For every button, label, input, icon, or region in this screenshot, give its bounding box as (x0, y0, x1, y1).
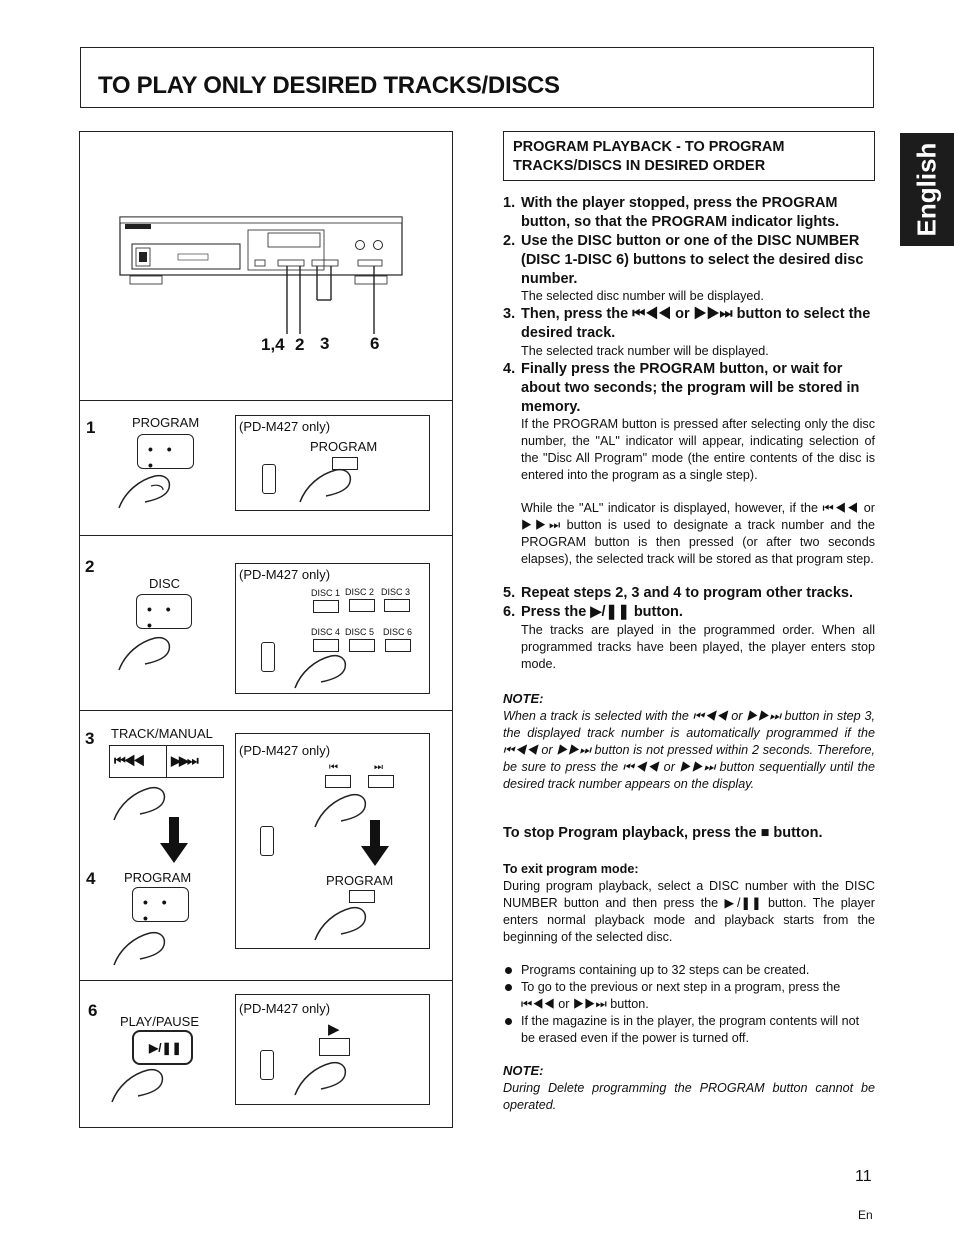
finger-press-icon (311, 904, 371, 944)
program-button-label: PROGRAM (124, 870, 192, 885)
divider (80, 535, 452, 536)
step-6-number: 6 (88, 1001, 98, 1020)
language-tab-label: English (911, 142, 942, 237)
program-button[interactable]: • • • (137, 434, 194, 469)
note-text: During Delete programming the PROGRAM button cannot be operated. (503, 1081, 875, 1112)
step-2-number: 2 (85, 557, 95, 576)
arrow-down-icon (361, 820, 389, 866)
bullet-item: Programs containing up to 32 steps can be created. (503, 962, 875, 979)
disc-3-button[interactable] (384, 599, 410, 612)
finger-press-icon (291, 1059, 351, 1099)
remote-note: (PD-M427 only) (239, 419, 331, 434)
title-box (80, 47, 874, 108)
step-3-description: The selected track number will be displayed. (521, 344, 769, 358)
step-3: 3. Then, press the ⏮◀◀ or ▶▶⏭ button to select the desired track. (503, 305, 878, 343)
remote-control-icon (261, 642, 275, 672)
play-pause-symbol: ▶/❚❚ (149, 1041, 182, 1055)
track-manual-label: TRACK/MANUAL (111, 726, 213, 741)
remote-box-step-1 (235, 415, 430, 511)
callout-6: 6 (370, 334, 380, 353)
remote-note: (PD-M427 only) (239, 1001, 331, 1016)
step-6-text: Press the ▶/❚❚ button. (521, 604, 683, 620)
play-pause-label: PLAY/PAUSE (120, 1014, 199, 1029)
bullet-item: To go to the previous or next step in a program, press the ⏮◀◀ or ▶▶⏭ button. (503, 979, 875, 1013)
step-1: 1. With the player stopped, press the PROGRAM button, so that the PROGRAM indicator lights. (503, 194, 878, 232)
remote-box-step-2 (235, 563, 430, 694)
step-2: 2. Use the DISC button or one of the DISC NUMBER (DISC 1-DISC 6) buttons to select the desired disc number. (503, 232, 878, 289)
step-4: 4. Finally press the PROGRAM button, or wait for about two seconds; the program will be stored in memory. (503, 360, 878, 417)
disc-button-label: DISC (149, 576, 181, 591)
track-back-button[interactable]: ⏮◀◀ (114, 753, 143, 768)
language-tab (900, 133, 954, 246)
callout-2: 2 (295, 335, 305, 354)
disc-button[interactable]: • • • (136, 594, 192, 629)
disc-4-button[interactable] (313, 639, 339, 652)
divider (80, 400, 452, 401)
remote-track-forward-button[interactable] (368, 775, 394, 788)
remote-program-label: PROGRAM (310, 439, 378, 454)
disc-5-label: DISC 5 (345, 627, 375, 637)
stop-instruction (503, 824, 878, 843)
page-language-code: En (858, 1208, 873, 1222)
disc-5-button[interactable] (349, 639, 375, 652)
program-button[interactable]: • • • (132, 887, 189, 922)
disc-1-label: DISC 1 (311, 588, 341, 598)
arrow-down-icon (160, 817, 188, 863)
bullet-dot (505, 1018, 512, 1025)
disc-1-button[interactable] (313, 600, 339, 613)
disc-2-label: DISC 2 (345, 587, 375, 597)
section-heading-box (503, 131, 875, 181)
exit-heading: To exit program mode: (503, 862, 639, 876)
player-front-panel-illustration (118, 214, 408, 389)
remote-control-icon (262, 464, 276, 494)
step-4-number: 4 (86, 869, 96, 888)
note-text: When a track is selected with the ⏮◀◀ or ▶▶⏭ button in step 3, the displayed track number is automatically programmed if the ⏮◀◀ or ▶▶⏭ button is not pressed within 2 seconds. Therefore, be sure to press the ⏮◀◀ or ▶▶⏭ button sequentially until the desired track number appears on the display. (503, 709, 875, 791)
remote-note: (PD-M427 only) (239, 567, 331, 582)
remote-box-step-6 (235, 994, 430, 1105)
step-3-number: 3 (85, 729, 95, 748)
exit-text: During program playback, select a DISC number with the DISC NUMBER button and then press the ▶/❚❚ button. The player enters normal playback mode and playback starts from the beginning of the selected disc. (503, 879, 875, 944)
play-pause-button[interactable] (132, 1030, 193, 1065)
callout-1-4: 1,4 (261, 335, 285, 354)
remote-next-symbol: ⏭ (374, 762, 383, 773)
bullet-dot (505, 984, 512, 991)
track-manual-button-group (109, 745, 224, 778)
remote-program-button[interactable] (349, 890, 375, 903)
finger-press-icon (115, 634, 175, 674)
remote-control-icon (260, 1050, 274, 1080)
step-5: 5. Repeat steps 2, 3 and 4 to program other tracks. (503, 584, 878, 603)
step-4-text: Finally press the PROGRAM button, or wait for about two seconds; the program will be stored in memory. (521, 361, 860, 415)
remote-note: (PD-M427 only) (239, 743, 331, 758)
finger-press-icon (296, 466, 356, 506)
finger-press-icon (115, 472, 175, 512)
remote-box-step-3-4 (235, 733, 430, 949)
track-forward-button[interactable]: ▶▶⏭ (171, 753, 197, 768)
note-heading: NOTE: (503, 691, 544, 706)
disc-6-label: DISC 6 (383, 627, 413, 637)
remote-play-symbol: ▶ (328, 1021, 340, 1038)
stop-instruction-text: To stop Program playback, press the ■ button. (503, 825, 823, 841)
disc-6-button[interactable] (385, 639, 411, 652)
bullet-item: If the magazine is in the player, the program contents will not be erased even if the power is turned off. (503, 1013, 875, 1047)
step-1-number: 1 (86, 418, 96, 437)
remote-control-icon (260, 826, 274, 856)
note-heading: NOTE: (503, 1063, 544, 1078)
step-6: 6. Press the ▶/❚❚ button. (503, 603, 878, 622)
finger-press-icon (291, 652, 351, 692)
finger-press-icon (108, 1066, 168, 1106)
instruction-figure (79, 131, 453, 1128)
divider (80, 980, 452, 981)
disc-3-label: DISC 3 (381, 587, 411, 597)
remote-track-back-button[interactable] (325, 775, 351, 788)
finger-press-icon (110, 929, 170, 969)
disc-2-button[interactable] (349, 599, 375, 612)
page-number: 11 (855, 1168, 872, 1185)
step-3-text: Then, press the ⏮◀◀ or ▶▶⏭ button to select the desired track. (521, 306, 871, 341)
callout-3: 3 (320, 334, 330, 353)
bullet-dot (505, 967, 512, 974)
step-4-description-1: If the PROGRAM button is pressed after selecting only the disc number, the "AL" indicator will appear, indicating selection of the "Disc All Program" mode (the entire contents of the disc is entered into the program as a single step). (521, 417, 875, 482)
step-6-description: The tracks are played in the programmed order. When all programmed tracks have been played, the player enters stop mode. (521, 623, 875, 671)
program-button-label: PROGRAM (132, 415, 200, 430)
step-2-text: Use the DISC button or one of the DISC NUMBER (DISC 1-DISC 6) buttons to select the desired disc number. (521, 233, 864, 287)
remote-prev-symbol: ⏮ (329, 762, 338, 773)
disc-4-label: DISC 4 (311, 627, 341, 637)
step-1-text: With the player stopped, press the PROGRAM button, so that the PROGRAM indicator lights. (521, 195, 840, 230)
step-5-text: Repeat steps 2, 3 and 4 to program other tracks. (521, 585, 853, 601)
remote-play-button[interactable] (319, 1038, 350, 1056)
remote-program-label: PROGRAM (326, 873, 394, 888)
step-4-description-2: While the "AL" indicator is displayed, however, if the ⏮◀◀ or ▶▶⏭ button is used to designate a track number and the PROGRAM button is then pressed (or after two seconds elapses), the selected track will be stored as that program step. (521, 501, 875, 566)
step-2-description: The selected disc number will be displayed. (521, 289, 764, 303)
page-title: TO PLAY ONLY DESIRED TRACKS/DISCS (98, 72, 560, 99)
section-heading: PROGRAM PLAYBACK - TO PROGRAM TRACKS/DISCS IN DESIRED ORDER (513, 139, 785, 174)
divider (80, 710, 452, 711)
